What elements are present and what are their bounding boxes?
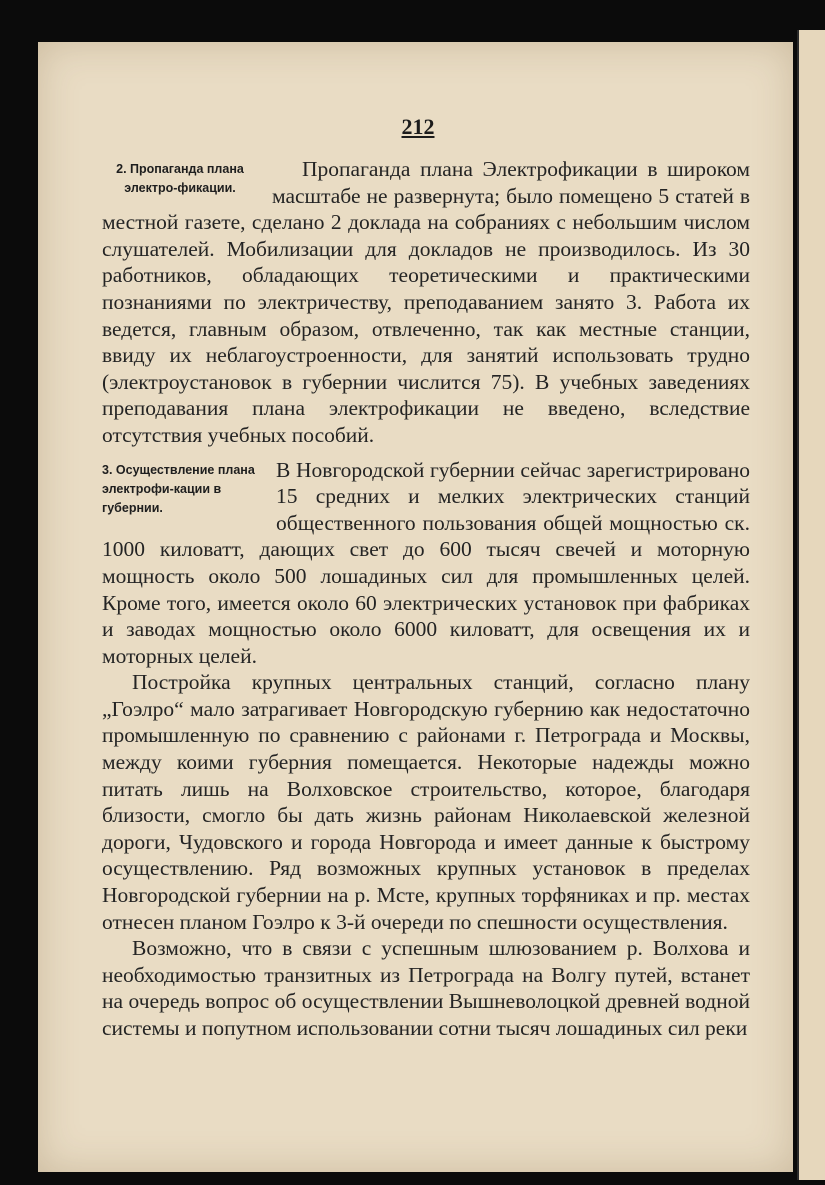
- paragraph: Пропаганда плана Электрофикации в широком масштабе не развернута; было помещено 5 статей в местной газете, сделано 2 доклада на собраниях с небольшим числом слушателей. Мобилизации для докладов не производилось. Из 30 работников, обладающих теоретическими и практическими познаниями по электричеству, преподаванием занято 3. Работа их ведется, главным образом, отвлеченно, так как местные станции, ввиду их неблагоустроенности, для занятий использовать трудно (электроустановок в губернии числится 75). В учебных заведениях преподавания плана электрофикации не введено, вследствие отсутствия учебных пособий.: [102, 157, 750, 447]
- page-number: 212: [401, 114, 435, 139]
- paragraph: В Новгородской губернии сейчас зарегистрировано 15 средних и мелких электрических станций общественного пользования общей мощностью ск. 1000 киловатт, дающих свет до 600 тысяч свечей и моторную мощность около 500 лошадиных сил для промышленных целей. Кроме того, имеется около 60 электрических установок при фабриках и заводах мощностью около 6000 киловатт, для освещения их и моторных целей.: [102, 457, 750, 668]
- next-page-edge: [797, 30, 825, 1180]
- margin-note-implementation: 3. Осуществление плана электрофи-кации в губернии.: [102, 462, 255, 515]
- paragraph: Постройка крупных центральных станций, согласно плану „Гоэлро“ мало затрагивает Новгородскую губернию как недостаточно промышленную по сравнению с районами г. Петрограда и Москвы, между коими губерния помещается. Некоторые надежды можно питать лишь на Волховское строительство, которое, благодаря близости, смогло бы дать жизнь районам Николаевской железной дороги, Чудовского и города Новгорода и имеет данные к быстрому осуществлению. Ряд возможных крупных установок в пределах Новгородской губернии на р. Мсте, крупных торфяниках и пр. местах отнесен планом Гоэлро к 3-й очереди по спешности осуществления.: [102, 670, 750, 934]
- book-page: [38, 42, 793, 1172]
- paragraph: Возможно, что в связи с успешным шлюзованием р. Волхова и необходимостью транзитных из Петрограда на Волгу путей, встанет на очередь вопрос об осуществлении Вышневолоцкой древней водной системы и попутном использовании сотни тысяч лошадиных сил реки: [102, 936, 750, 1040]
- section-gap: [102, 449, 750, 457]
- page-body: [102, 156, 750, 1042]
- section-propaganda: [102, 156, 750, 449]
- margin-note-propaganda: 2. Пропаганда плана электро-фикации.: [116, 162, 244, 195]
- section-implementation: [102, 457, 750, 1042]
